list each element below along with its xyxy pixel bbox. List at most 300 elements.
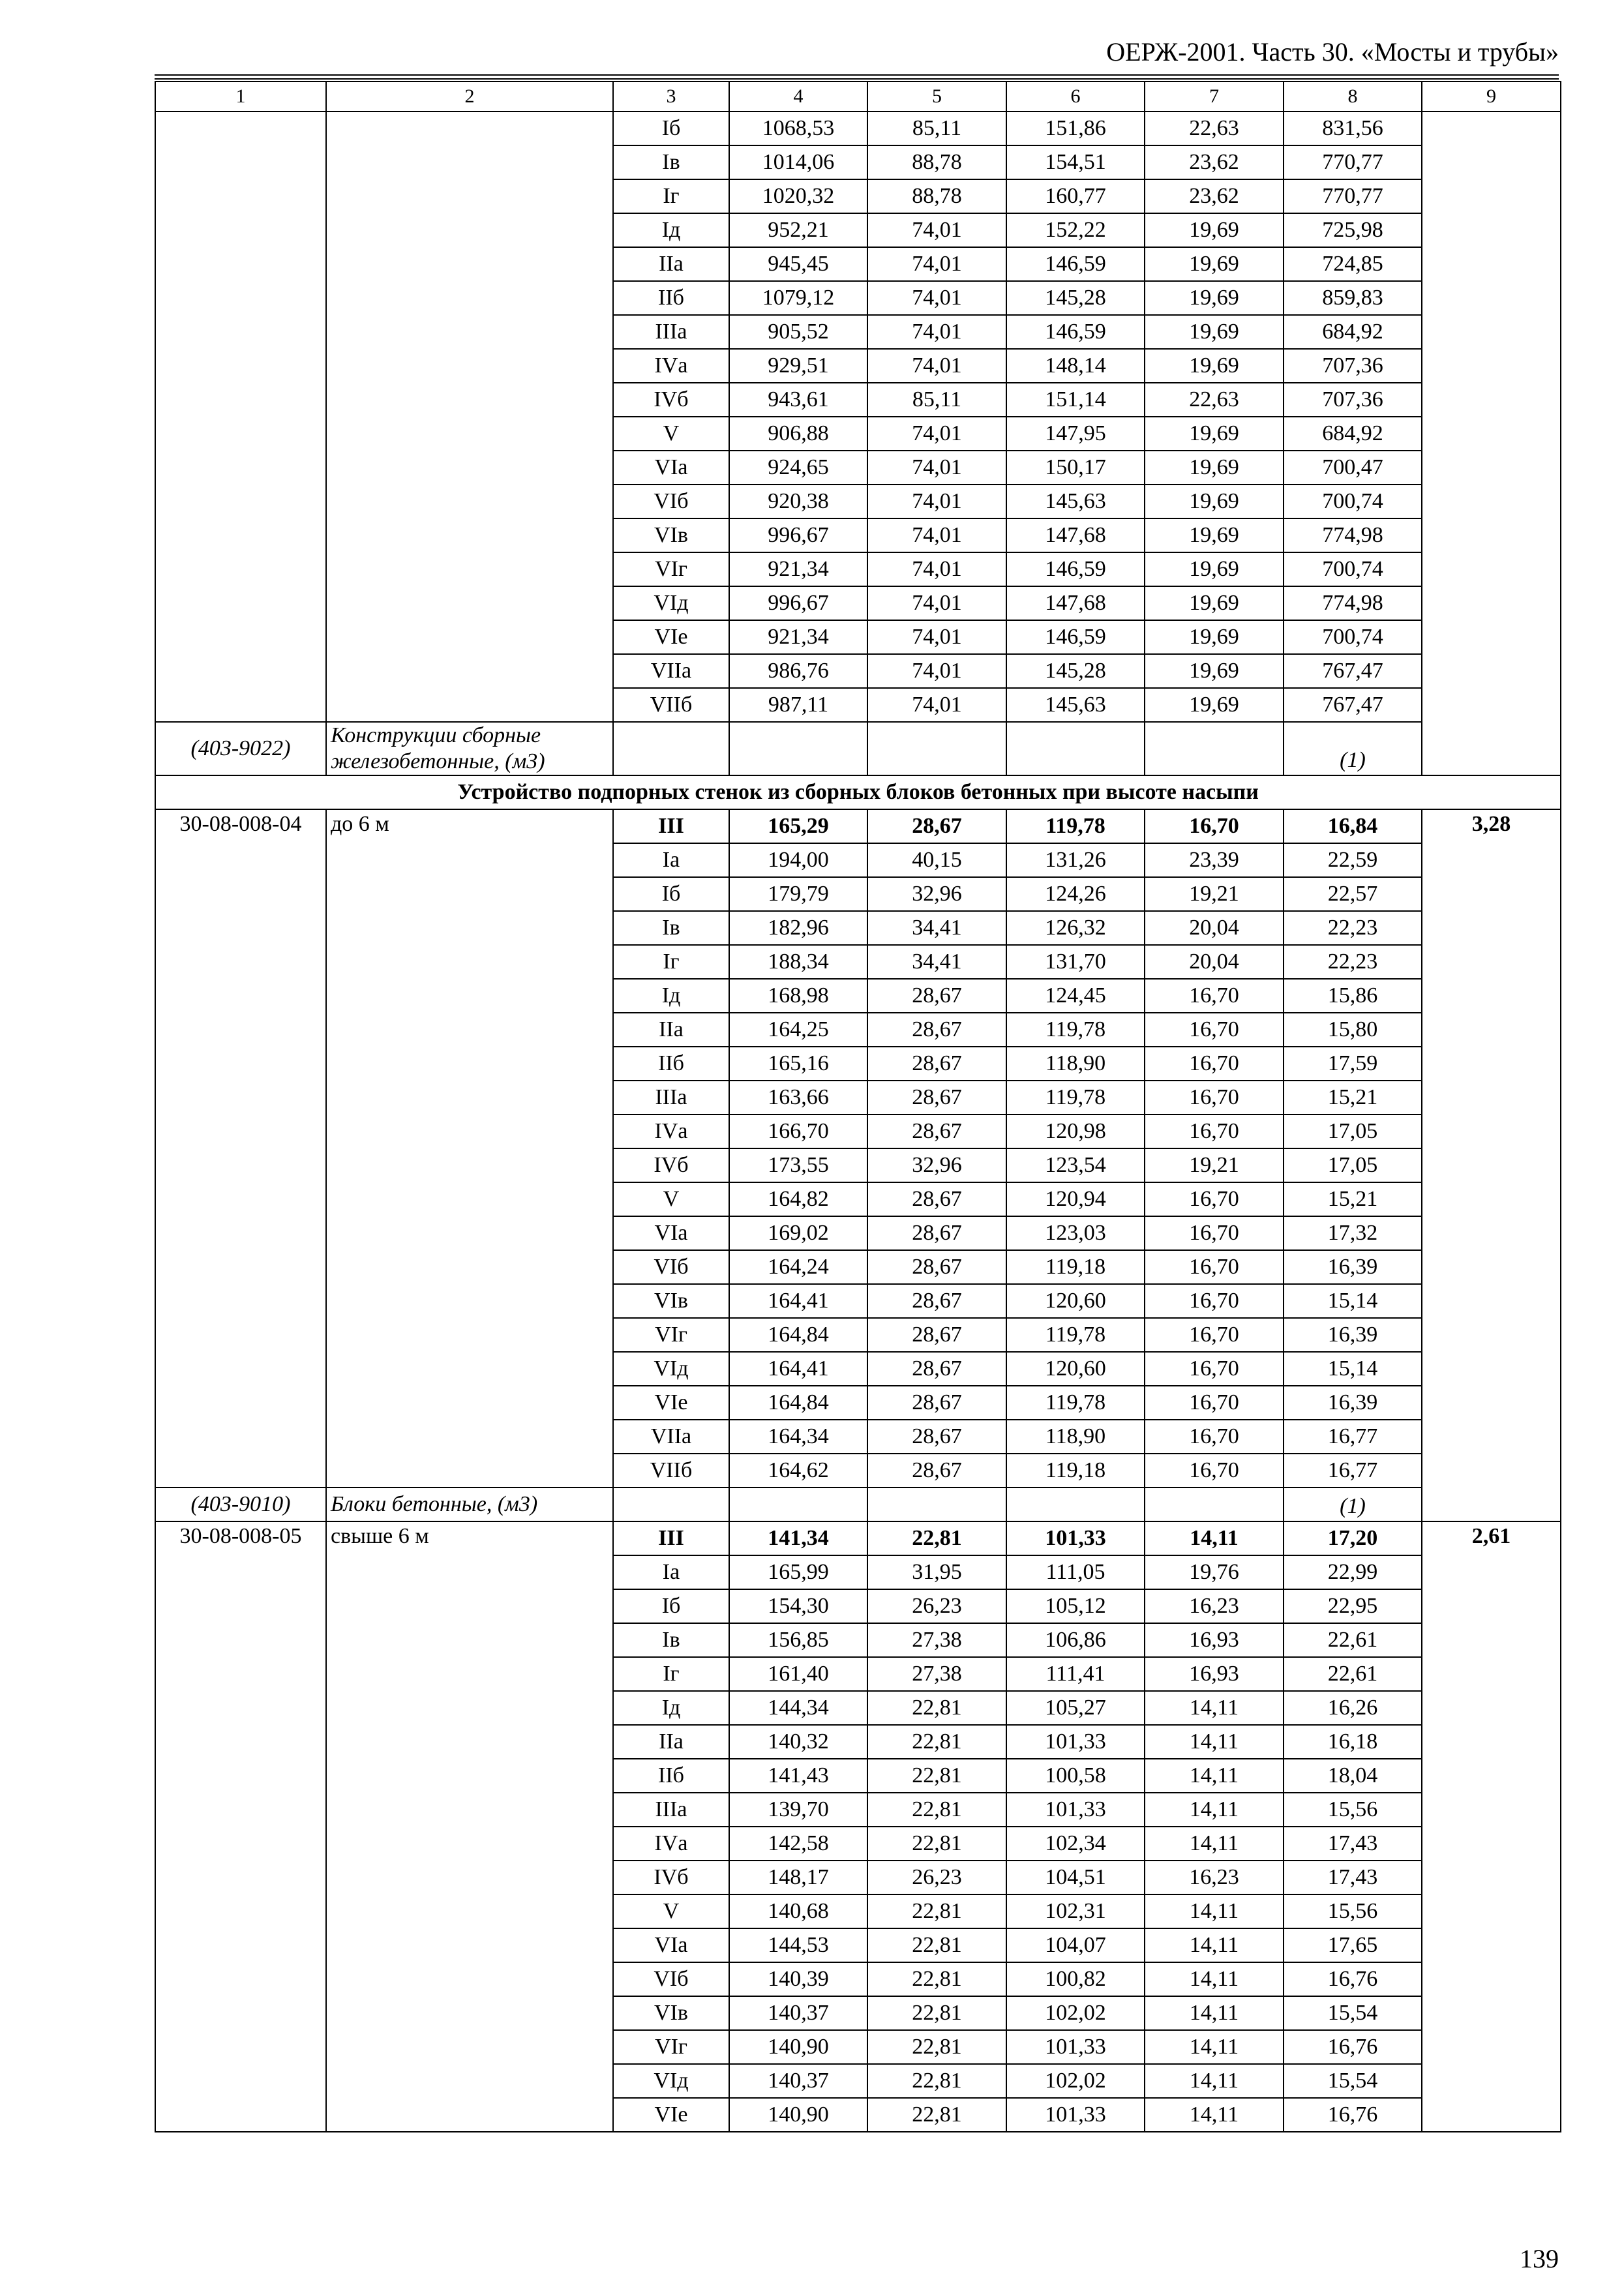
- value-cell-v5: 31,95: [867, 1555, 1006, 1589]
- zone-cell: V: [613, 417, 729, 451]
- zone-cell: VIг: [613, 552, 729, 586]
- value-cell-v6: 147,95: [1006, 417, 1145, 451]
- value-cell-v6: 152,22: [1006, 213, 1145, 247]
- value-cell-v7: 19,69: [1145, 451, 1284, 485]
- value-cell-v7: 14,11: [1145, 1759, 1284, 1793]
- value-cell-v8: 15,21: [1284, 1081, 1422, 1115]
- value-cell-v8: 700,47: [1284, 451, 1422, 485]
- value-cell-v6: 146,59: [1006, 247, 1145, 281]
- value-cell-v8: 16,76: [1284, 2030, 1422, 2064]
- value-cell-v4: 144,53: [729, 1928, 867, 1962]
- value-cell-v4: 148,17: [729, 1861, 867, 1894]
- value-cell-v6: 111,41: [1006, 1657, 1145, 1691]
- empty-cell: [867, 722, 1006, 775]
- zone-cell: VIв: [613, 1996, 729, 2030]
- value-cell-v7: 19,69: [1145, 552, 1284, 586]
- value-cell-v4: 924,65: [729, 451, 867, 485]
- value-cell-v6: 148,14: [1006, 349, 1145, 383]
- value-cell-v5: 28,67: [867, 1182, 1006, 1216]
- empty-cell: [729, 1488, 867, 1521]
- value-cell-v6: 106,86: [1006, 1623, 1145, 1657]
- value-cell-v7: 14,11: [1145, 1962, 1284, 1996]
- zone-cell: Iг: [613, 179, 729, 213]
- value-cell-v5: 22,81: [867, 2030, 1006, 2064]
- value-cell-v7: 16,23: [1145, 1589, 1284, 1623]
- value-cell-v8: 700,74: [1284, 552, 1422, 586]
- value-cell-v8: 22,57: [1284, 877, 1422, 911]
- empty-cell: [613, 722, 729, 775]
- value-cell-v5: 22,81: [867, 1962, 1006, 1996]
- value-cell-v7: 19,76: [1145, 1555, 1284, 1589]
- value-cell-v4: 164,24: [729, 1250, 867, 1284]
- zone-cell: Iв: [613, 911, 729, 945]
- value-cell-v4: 188,34: [729, 945, 867, 979]
- zone-cell: IVа: [613, 349, 729, 383]
- column-number: 9: [1422, 82, 1561, 112]
- norms-table: [155, 81, 1561, 2132]
- value-cell-v5: 28,67: [867, 1318, 1006, 1352]
- value-cell-v6: 126,32: [1006, 911, 1145, 945]
- value-cell-v4: 1020,32: [729, 179, 867, 213]
- value-cell-v4: 921,34: [729, 552, 867, 586]
- value-cell-v7: 20,04: [1145, 945, 1284, 979]
- value-cell-v4: 1014,06: [729, 145, 867, 179]
- value-cell-v4: 140,90: [729, 2098, 867, 2132]
- empty-cell: [613, 1488, 729, 1521]
- column-number: 7: [1145, 82, 1284, 112]
- value-cell-v4: 921,34: [729, 620, 867, 654]
- value-cell-v6: 119,78: [1006, 1386, 1145, 1420]
- value-cell-v8: 16,77: [1284, 1454, 1422, 1488]
- value-cell-v7: 16,70: [1145, 1115, 1284, 1148]
- value-cell-v4: 945,45: [729, 247, 867, 281]
- value-cell-v5: 74,01: [867, 281, 1006, 315]
- zone-cell: IVа: [613, 1115, 729, 1148]
- value-cell-v4: 140,37: [729, 1996, 867, 2030]
- value-cell-v5: 74,01: [867, 485, 1006, 518]
- value-cell-v7: 16,70: [1145, 1352, 1284, 1386]
- value-cell-v5: 74,01: [867, 654, 1006, 688]
- value-cell-v5: 40,15: [867, 843, 1006, 877]
- zone-cell: VIе: [613, 1386, 729, 1420]
- value-cell-v7: 19,69: [1145, 485, 1284, 518]
- zone-cell: IIа: [613, 247, 729, 281]
- value-cell-v6: 118,90: [1006, 1047, 1145, 1081]
- value-cell-v5: 88,78: [867, 145, 1006, 179]
- value-cell-v4: 920,38: [729, 485, 867, 518]
- value-cell-v6: 105,27: [1006, 1691, 1145, 1725]
- value-cell-v5: 22,81: [867, 1793, 1006, 1827]
- value-cell-v4: 163,66: [729, 1081, 867, 1115]
- value-cell-v4: 140,90: [729, 2030, 867, 2064]
- value-cell-v8: 767,47: [1284, 654, 1422, 688]
- value-cell-v7: 14,11: [1145, 1691, 1284, 1725]
- value-cell-v8: 17,59: [1284, 1047, 1422, 1081]
- col9-cell-empty: [1422, 112, 1561, 775]
- value-cell-v7: 19,69: [1145, 654, 1284, 688]
- value-cell-v4: 144,34: [729, 1691, 867, 1725]
- value-cell-v6: 145,63: [1006, 688, 1145, 722]
- value-cell-v6: 151,86: [1006, 112, 1145, 145]
- value-cell-v8: 859,83: [1284, 281, 1422, 315]
- value-cell-v8: 22,23: [1284, 911, 1422, 945]
- value-cell-v5: 74,01: [867, 586, 1006, 620]
- value-cell-v5: 34,41: [867, 945, 1006, 979]
- value-cell-v4: 1068,53: [729, 112, 867, 145]
- zone-cell: Iа: [613, 1555, 729, 1589]
- value-cell-v6: 101,33: [1006, 2030, 1145, 2064]
- value-cell-v8: 16,76: [1284, 1962, 1422, 1996]
- zone-cell: Iг: [613, 945, 729, 979]
- norm-col9-value: 2,61: [1422, 1521, 1561, 2132]
- value-cell-v5: 74,01: [867, 213, 1006, 247]
- value-cell-v7: 14,11: [1145, 1725, 1284, 1759]
- value-cell-v4: 165,29: [729, 809, 867, 843]
- value-cell-v6: 102,02: [1006, 1996, 1145, 2030]
- value-cell-v5: 85,11: [867, 383, 1006, 417]
- value-cell-v8: 831,56: [1284, 112, 1422, 145]
- value-cell-v8: 22,99: [1284, 1555, 1422, 1589]
- value-cell-v4: 164,41: [729, 1352, 867, 1386]
- empty-cell: [729, 722, 867, 775]
- value-cell-v7: 19,69: [1145, 315, 1284, 349]
- value-cell-v8: 15,14: [1284, 1352, 1422, 1386]
- value-cell-v7: 14,11: [1145, 1996, 1284, 2030]
- zone-cell: IIIа: [613, 1081, 729, 1115]
- value-cell-v4: 179,79: [729, 877, 867, 911]
- value-cell-v6: 154,51: [1006, 145, 1145, 179]
- value-cell-v8: 684,92: [1284, 417, 1422, 451]
- value-cell-v7: 16,70: [1145, 1081, 1284, 1115]
- name-cell-empty: [326, 112, 613, 722]
- value-cell-v7: 16,70: [1145, 1182, 1284, 1216]
- value-cell-v7: 16,70: [1145, 1318, 1284, 1352]
- value-cell-v6: 102,31: [1006, 1894, 1145, 1928]
- zone-cell: Iб: [613, 877, 729, 911]
- zone-cell: IVб: [613, 383, 729, 417]
- norm-code: 30-08-008-05: [155, 1521, 326, 2132]
- table-row-main: [155, 809, 1561, 843]
- value-cell-v5: 88,78: [867, 179, 1006, 213]
- value-cell-v8: 15,86: [1284, 979, 1422, 1013]
- zone-cell: IIб: [613, 1047, 729, 1081]
- value-cell-v8: 774,98: [1284, 586, 1422, 620]
- value-cell-v5: 74,01: [867, 349, 1006, 383]
- zone-cell: IIа: [613, 1725, 729, 1759]
- value-cell-v7: 16,93: [1145, 1623, 1284, 1657]
- value-cell-v5: 26,23: [867, 1861, 1006, 1894]
- value-cell-v4: 182,96: [729, 911, 867, 945]
- value-cell-v8: 17,32: [1284, 1216, 1422, 1250]
- value-cell-v7: 19,69: [1145, 213, 1284, 247]
- value-cell-v7: 16,70: [1145, 1013, 1284, 1047]
- value-cell-v6: 146,59: [1006, 620, 1145, 654]
- value-cell-v5: 74,01: [867, 417, 1006, 451]
- value-cell-v8: 16,77: [1284, 1420, 1422, 1454]
- value-cell-v8: 17,05: [1284, 1148, 1422, 1182]
- value-cell-v7: 19,69: [1145, 417, 1284, 451]
- value-cell-v8: 15,54: [1284, 1996, 1422, 2030]
- zone-cell: VIIа: [613, 1420, 729, 1454]
- value-cell-v5: 28,67: [867, 1352, 1006, 1386]
- value-cell-v5: 28,67: [867, 1420, 1006, 1454]
- value-cell-v4: 164,84: [729, 1318, 867, 1352]
- zone-cell: VIб: [613, 1250, 729, 1284]
- value-cell-v8: 16,18: [1284, 1725, 1422, 1759]
- value-cell-v6: 120,60: [1006, 1284, 1145, 1318]
- value-cell-v5: 27,38: [867, 1657, 1006, 1691]
- zone-cell: V: [613, 1894, 729, 1928]
- value-cell-v8: 18,04: [1284, 1759, 1422, 1793]
- value-cell-v6: 131,26: [1006, 843, 1145, 877]
- value-cell-v6: 101,33: [1006, 2098, 1145, 2132]
- value-cell-v6: 123,54: [1006, 1148, 1145, 1182]
- value-cell-v6: 145,63: [1006, 485, 1145, 518]
- zone-cell: VIе: [613, 620, 729, 654]
- value-cell-v8: 17,20: [1284, 1521, 1422, 1555]
- value-cell-v4: 173,55: [729, 1148, 867, 1182]
- zone-cell: VIд: [613, 586, 729, 620]
- value-cell-v4: 140,68: [729, 1894, 867, 1928]
- value-cell-v4: 996,67: [729, 518, 867, 552]
- value-cell-v5: 28,67: [867, 1284, 1006, 1318]
- zone-cell: IVа: [613, 1827, 729, 1861]
- value-cell-v8: 22,59: [1284, 843, 1422, 877]
- value-cell-v8: 16,26: [1284, 1691, 1422, 1725]
- value-cell-v8: 15,54: [1284, 2064, 1422, 2098]
- norm-name: свыше 6 м: [326, 1521, 613, 2132]
- value-cell-v5: 22,81: [867, 1521, 1006, 1555]
- zone-cell: VIв: [613, 518, 729, 552]
- value-cell-v8: 707,36: [1284, 383, 1422, 417]
- value-cell-v6: 105,12: [1006, 1589, 1145, 1623]
- resource-code: (403-9010): [155, 1488, 326, 1521]
- zone-cell: VIд: [613, 2064, 729, 2098]
- value-cell-v4: 142,58: [729, 1827, 867, 1861]
- zone-cell: Iа: [613, 843, 729, 877]
- value-cell-v8: 700,74: [1284, 485, 1422, 518]
- value-cell-v8: 15,56: [1284, 1793, 1422, 1827]
- value-cell-v5: 28,67: [867, 1250, 1006, 1284]
- column-numbers-row: [155, 82, 1561, 112]
- value-cell-v8: 16,39: [1284, 1318, 1422, 1352]
- value-cell-v6: 101,33: [1006, 1725, 1145, 1759]
- value-cell-v5: 26,23: [867, 1589, 1006, 1623]
- value-cell-v6: 100,58: [1006, 1759, 1145, 1793]
- empty-cell: [1145, 1488, 1284, 1521]
- value-cell-v4: 140,39: [729, 1962, 867, 1996]
- zone-cell: VIа: [613, 1928, 729, 1962]
- value-cell-v8: 770,77: [1284, 179, 1422, 213]
- value-cell-v6: 145,28: [1006, 281, 1145, 315]
- value-cell-v6: 147,68: [1006, 586, 1145, 620]
- value-cell-v8: 767,47: [1284, 688, 1422, 722]
- value-cell-v4: 141,34: [729, 1521, 867, 1555]
- value-cell-v4: 161,40: [729, 1657, 867, 1691]
- zone-cell: IIIа: [613, 1793, 729, 1827]
- value-cell-v7: 19,69: [1145, 349, 1284, 383]
- value-cell-v6: 118,90: [1006, 1420, 1145, 1454]
- value-cell-v7: 14,11: [1145, 1928, 1284, 1962]
- value-cell-v5: 74,01: [867, 451, 1006, 485]
- value-cell-v7: 14,11: [1145, 1894, 1284, 1928]
- value-cell-v6: 120,60: [1006, 1352, 1145, 1386]
- empty-cell: [1145, 722, 1284, 775]
- value-cell-v5: 28,67: [867, 1216, 1006, 1250]
- value-cell-v8: 724,85: [1284, 247, 1422, 281]
- value-cell-v5: 22,81: [867, 1759, 1006, 1793]
- value-cell-v5: 74,01: [867, 552, 1006, 586]
- value-cell-v4: 996,67: [729, 586, 867, 620]
- zone-cell: VIг: [613, 1318, 729, 1352]
- value-cell-v6: 150,17: [1006, 451, 1145, 485]
- value-cell-v5: 28,67: [867, 1115, 1006, 1148]
- zone-cell: VIв: [613, 1284, 729, 1318]
- norm-col9-value: 3,28: [1422, 809, 1561, 1521]
- value-cell-v5: 28,67: [867, 1386, 1006, 1420]
- value-cell-v4: 1079,12: [729, 281, 867, 315]
- value-cell-v5: 22,81: [867, 1894, 1006, 1928]
- value-cell-v7: 22,63: [1145, 112, 1284, 145]
- value-cell-v4: 164,84: [729, 1386, 867, 1420]
- value-cell-v6: 102,02: [1006, 2064, 1145, 2098]
- table-row-main: [155, 1521, 1561, 1555]
- value-cell-v6: 131,70: [1006, 945, 1145, 979]
- value-cell-v8: 15,80: [1284, 1013, 1422, 1047]
- value-cell-v5: 74,01: [867, 518, 1006, 552]
- value-cell-v6: 102,34: [1006, 1827, 1145, 1861]
- zone-cell: III: [613, 1521, 729, 1555]
- column-number: 5: [867, 82, 1006, 112]
- zone-cell: VIIа: [613, 654, 729, 688]
- value-cell-v8: 15,56: [1284, 1894, 1422, 1928]
- section-title: Устройство подпорных стенок из сборных блоков бетонных при высоте насыпи: [155, 775, 1561, 809]
- zone-cell: Iб: [613, 112, 729, 145]
- value-cell-v6: 151,14: [1006, 383, 1145, 417]
- value-cell-v5: 74,01: [867, 620, 1006, 654]
- value-cell-v8: 17,05: [1284, 1115, 1422, 1148]
- value-cell-v4: 154,30: [729, 1589, 867, 1623]
- value-cell-v7: 23,39: [1145, 843, 1284, 877]
- value-cell-v4: 140,32: [729, 1725, 867, 1759]
- value-cell-v6: 104,51: [1006, 1861, 1145, 1894]
- value-cell-v7: 14,11: [1145, 2098, 1284, 2132]
- zone-cell: Iд: [613, 213, 729, 247]
- value-cell-v4: 169,02: [729, 1216, 867, 1250]
- value-cell-v6: 101,33: [1006, 1521, 1145, 1555]
- empty-cell: [1006, 722, 1145, 775]
- value-cell-v4: 943,61: [729, 383, 867, 417]
- value-cell-v7: 14,11: [1145, 1827, 1284, 1861]
- zone-cell: VIд: [613, 1352, 729, 1386]
- value-cell-v8: 17,43: [1284, 1861, 1422, 1894]
- value-cell-v8: 17,43: [1284, 1827, 1422, 1861]
- value-cell-v7: 23,62: [1145, 179, 1284, 213]
- value-cell-v8: 15,14: [1284, 1284, 1422, 1318]
- value-cell-v5: 28,67: [867, 1047, 1006, 1081]
- header-rule: [155, 74, 1559, 76]
- value-cell-v5: 32,96: [867, 1148, 1006, 1182]
- resource-name: Конструкции сборные железобетонные, (м3): [326, 722, 613, 775]
- value-cell-v5: 74,01: [867, 688, 1006, 722]
- value-cell-v7: 19,21: [1145, 1148, 1284, 1182]
- value-cell-v7: 16,70: [1145, 1386, 1284, 1420]
- value-cell-v4: 165,99: [729, 1555, 867, 1589]
- value-cell-v5: 22,81: [867, 1827, 1006, 1861]
- value-cell-v5: 22,81: [867, 2098, 1006, 2132]
- value-cell-v5: 28,67: [867, 1454, 1006, 1488]
- value-cell-v6: 119,18: [1006, 1454, 1145, 1488]
- value-cell-v7: 20,04: [1145, 911, 1284, 945]
- value-cell-v6: 123,03: [1006, 1216, 1145, 1250]
- zone-cell: IVб: [613, 1861, 729, 1894]
- value-cell-v7: 16,70: [1145, 809, 1284, 843]
- value-cell-v8: 700,74: [1284, 620, 1422, 654]
- value-cell-v5: 22,81: [867, 1928, 1006, 1962]
- zone-cell: Iд: [613, 1691, 729, 1725]
- value-cell-v7: 19,69: [1145, 247, 1284, 281]
- value-cell-v4: 164,62: [729, 1454, 867, 1488]
- value-cell-v7: 16,70: [1145, 1047, 1284, 1081]
- zone-cell: VIIб: [613, 688, 729, 722]
- value-cell-v8: 774,98: [1284, 518, 1422, 552]
- value-cell-v5: 74,01: [867, 315, 1006, 349]
- value-cell-v6: 119,78: [1006, 809, 1145, 843]
- value-cell-v7: 16,70: [1145, 979, 1284, 1013]
- value-cell-v6: 146,59: [1006, 315, 1145, 349]
- resource-note-row: [155, 1488, 1561, 1521]
- value-cell-v7: 19,69: [1145, 688, 1284, 722]
- value-cell-v7: 16,70: [1145, 1216, 1284, 1250]
- value-cell-v7: 19,69: [1145, 620, 1284, 654]
- value-cell-v7: 22,63: [1145, 383, 1284, 417]
- value-cell-v7: 14,11: [1145, 1793, 1284, 1827]
- value-cell-v7: 19,69: [1145, 586, 1284, 620]
- value-cell-v6: 124,45: [1006, 979, 1145, 1013]
- resource-ref: (1): [1284, 1488, 1422, 1521]
- value-cell-v7: 19,21: [1145, 877, 1284, 911]
- value-cell-v4: 140,37: [729, 2064, 867, 2098]
- value-cell-v6: 111,05: [1006, 1555, 1145, 1589]
- value-cell-v6: 160,77: [1006, 179, 1145, 213]
- value-cell-v5: 28,67: [867, 809, 1006, 843]
- zone-cell: Iб: [613, 1589, 729, 1623]
- value-cell-v4: 905,52: [729, 315, 867, 349]
- value-cell-v5: 32,96: [867, 877, 1006, 911]
- value-cell-v6: 119,78: [1006, 1318, 1145, 1352]
- zone-cell: VIа: [613, 1216, 729, 1250]
- zone-cell: VIIб: [613, 1454, 729, 1488]
- value-cell-v4: 165,16: [729, 1047, 867, 1081]
- table-row: [155, 112, 1561, 145]
- value-cell-v4: 987,11: [729, 688, 867, 722]
- value-cell-v8: 22,61: [1284, 1657, 1422, 1691]
- value-cell-v8: 15,21: [1284, 1182, 1422, 1216]
- value-cell-v4: 906,88: [729, 417, 867, 451]
- value-cell-v5: 22,81: [867, 1691, 1006, 1725]
- zone-cell: III: [613, 809, 729, 843]
- value-cell-v7: 19,69: [1145, 518, 1284, 552]
- value-cell-v7: 16,23: [1145, 1861, 1284, 1894]
- value-cell-v7: 16,70: [1145, 1420, 1284, 1454]
- zone-cell: VIб: [613, 1962, 729, 1996]
- zone-cell: VIа: [613, 451, 729, 485]
- value-cell-v6: 120,98: [1006, 1115, 1145, 1148]
- zone-cell: IVб: [613, 1148, 729, 1182]
- value-cell-v7: 14,11: [1145, 2064, 1284, 2098]
- value-cell-v8: 16,76: [1284, 2098, 1422, 2132]
- column-number: 8: [1284, 82, 1422, 112]
